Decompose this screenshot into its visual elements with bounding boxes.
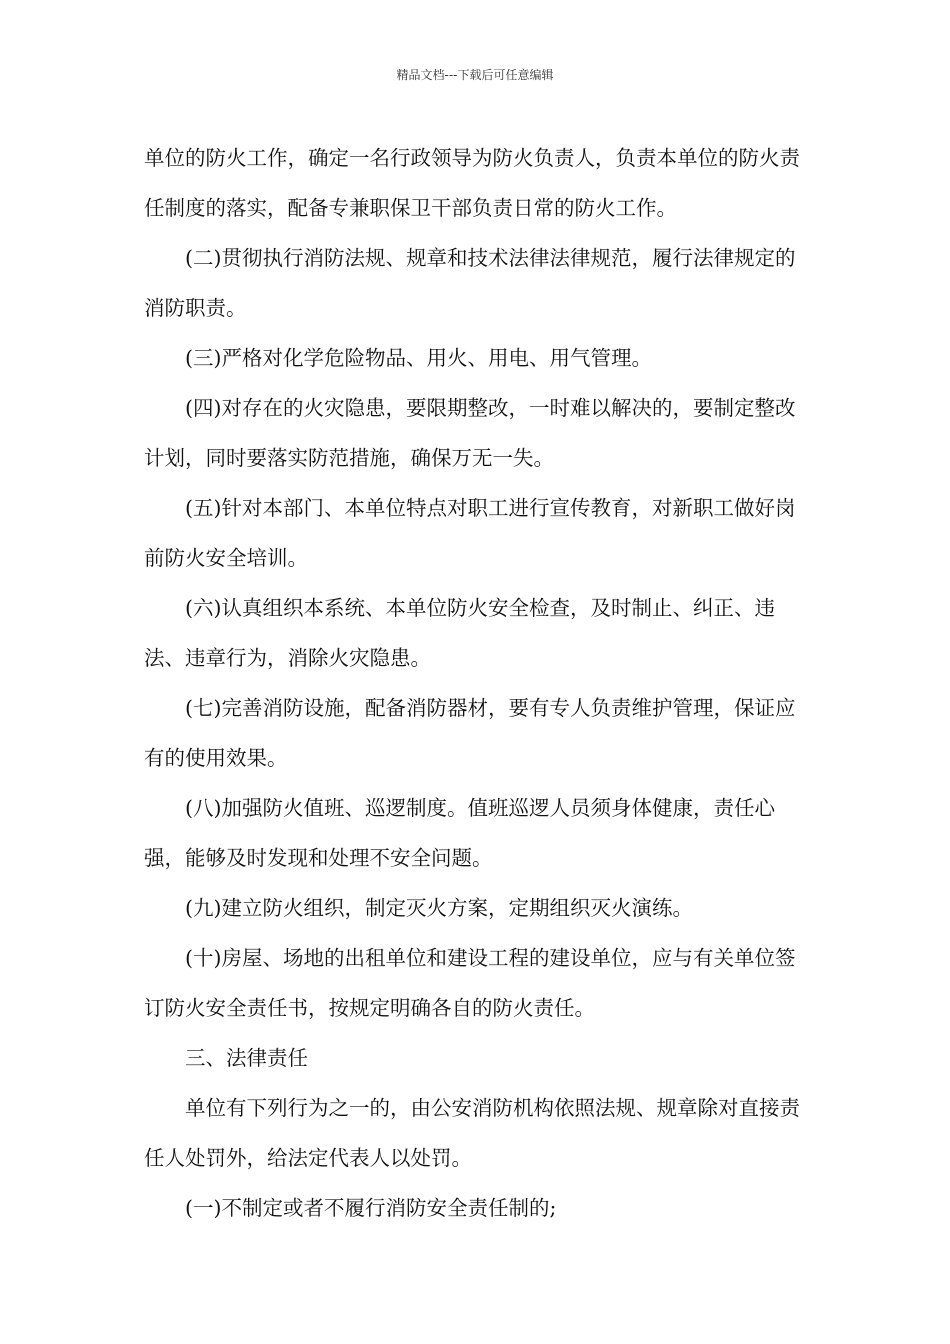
- paragraph-item-5: (五)针对本部门、本单位特点对职工进行宣传教育，对新职工做好岗前防火安全培训。: [144, 496, 796, 570]
- paragraph-intro: 单位有下列行为之一的，由公安消防机构依照法规、规章除对直接责任人处罚外，给法定代表人以处罚。: [144, 1096, 800, 1170]
- paragraph-continuation: 单位的防火工作，确定一名行政领导为防火负责人，负责本单位的防火责任制度的落实，配备专兼职保卫干部负责日常的防火工作。: [144, 146, 800, 220]
- paragraph-item-2: (二)贯彻执行消防法规、规章和技术法律法律规范，履行法律规定的消防职责。: [144, 246, 796, 320]
- paragraph-item-10: (十)房屋、场地的出租单位和建设工程的建设单位，应与有关单位签订防火安全责任书，按规定明确各自的防火责任。: [144, 946, 796, 1020]
- section-heading: 三、法律责任: [185, 1046, 308, 1070]
- paragraph-item-9: (九)建立防火组织，制定灭火方案，定期组织灭火演练。: [185, 896, 693, 920]
- paragraph-item-1: (一)不制定或者不履行消防安全责任制的;: [185, 1196, 557, 1220]
- paragraph-item-8: (八)加强防火值班、巡逻制度。值班巡逻人员须身体健康，责任心强，能够及时发现和处理不安全问题。: [144, 796, 775, 870]
- paragraph-item-6: (六)认真组织本系统、本单位防火安全检查，及时制止、纠正、违法、违章行为，消除火灾隐患。: [144, 596, 775, 670]
- page-header: 精品文档---下载后可任意编辑: [396, 68, 554, 82]
- paragraph-item-4: (四)对存在的火灾隐患，要限期整改，一时难以解决的，要制定整改计划，同时要落实防范措施，确保万无一失。: [144, 396, 796, 470]
- paragraph-item-3: (三)严格对化学危险物品、用火、用电、用气管理。: [185, 346, 652, 370]
- paragraph-item-7: (七)完善消防设施，配备消防器材，要有专人负责维护管理，保证应有的使用效果。: [144, 696, 796, 770]
- document-body: [144, 133, 812, 1233]
